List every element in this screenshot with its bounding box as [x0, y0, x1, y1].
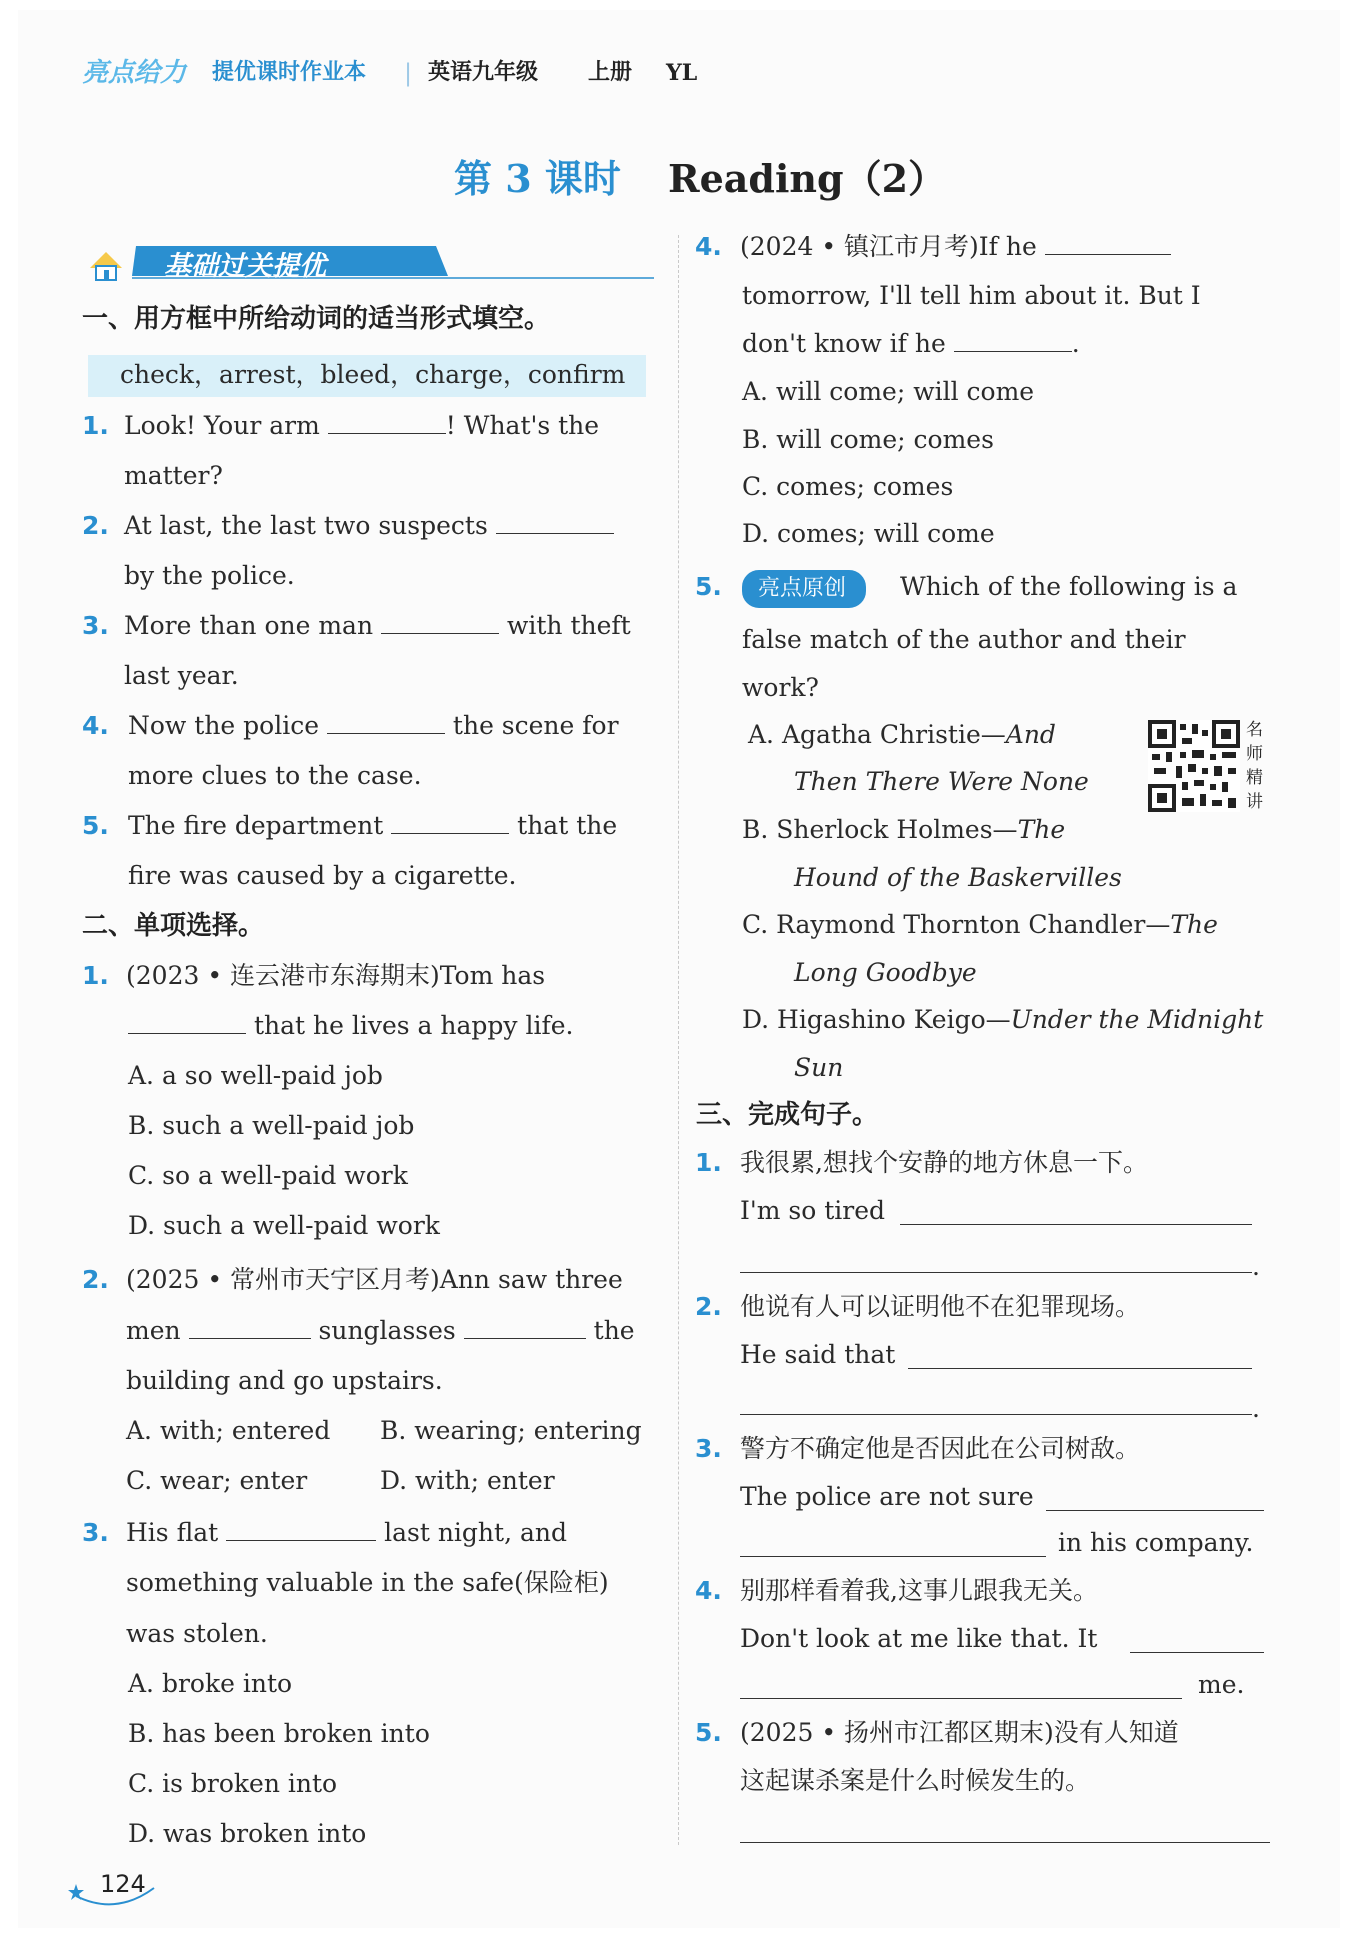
s1-q3-cont: last year. — [124, 661, 239, 690]
s3-q4-chinese: 别那样看着我,这事儿跟我无关。 — [740, 1576, 1098, 1605]
s2-q1-option-a[interactable]: A. a so well-paid job — [128, 1061, 383, 1090]
s1-q2-blank[interactable] — [496, 513, 614, 534]
page-number: 124 — [100, 1870, 146, 1898]
s1-q4-text: Now the police the scene for — [128, 711, 619, 740]
s2-q5-number: 5. — [695, 572, 722, 601]
s2-q1-option-b[interactable]: B. such a well-paid job — [128, 1111, 415, 1140]
s2-q5-option-b-cont: Hound of the Baskervilles — [794, 863, 1122, 892]
s1-q4-number: 4. — [82, 711, 109, 740]
s3-q2-chinese: 他说有人可以证明他不在犯罪现场。 — [740, 1292, 1141, 1321]
column-divider — [678, 235, 679, 1845]
s2-q5-text: Which of the following is a — [900, 572, 1238, 601]
s2-q4-blank-2[interactable] — [954, 331, 1072, 352]
s1-q2-cont: by the police. — [124, 561, 295, 590]
s3-q4-english: Don't look at me like that. It — [740, 1624, 1098, 1653]
original-badge: 亮点原创 — [742, 570, 866, 608]
s2-q5-option-c-cont: Long Goodbye — [794, 958, 977, 987]
section-banner — [86, 240, 654, 282]
s2-q2-cont2: building and go upstairs. — [126, 1366, 443, 1395]
qr-label: 名师精讲 — [1246, 720, 1263, 812]
s2-q5-option-a-cont: Then There Were None — [794, 767, 1089, 796]
s3-q4-number: 4. — [695, 1576, 722, 1605]
s1-q4-blank[interactable] — [327, 713, 445, 734]
s2-q4-cont2: don't know if he . — [742, 329, 1080, 358]
s1-q3-number: 3. — [82, 611, 109, 640]
s1-q1-text: Look! Your arm ! What's the — [124, 411, 600, 440]
s1-q2-text: At last, the last two suspects — [124, 511, 614, 541]
s1-q5-blank[interactable] — [391, 813, 509, 834]
s2-q4-number: 4. — [695, 232, 722, 261]
s1-q1-cont: matter? — [124, 461, 223, 490]
s2-q1-option-d[interactable]: D. such a well-paid work — [128, 1211, 440, 1240]
section2-heading: 二、单项选择。 — [82, 911, 265, 941]
s2-q5-option-d[interactable]: D. Higashino Keigo—Under the Midnight — [742, 1005, 1264, 1034]
s2-q5-cont: false match of the author and their — [742, 625, 1186, 654]
header-separator: | — [404, 59, 413, 87]
s1-q5-number: 5. — [82, 811, 109, 840]
s3-q1-line-2[interactable] — [740, 1272, 1252, 1273]
s3-q4-tail: me. — [1198, 1670, 1245, 1699]
section3-heading: 三、完成句子。 — [696, 1100, 879, 1130]
s3-q1-number: 1. — [695, 1148, 722, 1177]
s3-q1-english: I'm so tired — [740, 1196, 886, 1225]
s3-q3-english: The police are not sure — [740, 1482, 1034, 1511]
s3-q1-line-1[interactable] — [900, 1224, 1252, 1225]
s3-q2-period: . — [1252, 1394, 1260, 1423]
s3-q1-period: . — [1252, 1252, 1260, 1281]
s2-q3-text: His flat last night, and — [126, 1518, 567, 1547]
s2-q1-text: (2023 • 连云港市东海期末)Tom has — [126, 961, 546, 990]
s2-q2-number: 2. — [82, 1265, 109, 1294]
s3-q4-line-1[interactable] — [1130, 1652, 1264, 1653]
s2-q5-cont2: work? — [742, 673, 819, 702]
s2-q4-text: (2024 • 镇江市月考)If he — [740, 232, 1171, 262]
s2-q2-option-d[interactable]: D. with; enter — [380, 1466, 555, 1495]
s2-q4-option-a[interactable]: A. will come; will come — [742, 377, 1035, 406]
s2-q2-blank-2[interactable] — [464, 1318, 586, 1339]
s2-q2-option-b[interactable]: B. wearing; entering — [380, 1416, 642, 1445]
s2-q3-cont2: was stolen. — [126, 1619, 268, 1648]
s2-q5-option-c[interactable]: C. Raymond Thornton Chandler—The — [742, 910, 1218, 939]
s2-q5-option-b[interactable]: B. Sherlock Holmes—The — [742, 815, 1066, 844]
s1-q5-text: The fire department that the — [128, 811, 618, 840]
s3-q3-tail: in his company. — [1058, 1528, 1254, 1557]
brand-subtitle: 提优课时作业本 — [212, 60, 367, 85]
lesson-topic: Reading（2） — [668, 156, 947, 201]
s3-q2-english: He said that — [740, 1340, 896, 1369]
section1-heading: 一、用方框中所给动词的适当形式填空。 — [82, 304, 551, 334]
s1-q3-blank[interactable] — [381, 613, 499, 634]
s1-q4-cont: more clues to the case. — [128, 761, 422, 790]
s3-q3-number: 3. — [695, 1434, 722, 1463]
s2-q3-cont: something valuable in the safe(保险柜) — [126, 1568, 609, 1597]
s2-q5-option-d-cont: Sun — [794, 1053, 844, 1082]
s1-q1-number: 1. — [82, 411, 109, 440]
s2-q3-number: 3. — [82, 1518, 109, 1547]
s2-q4-option-b[interactable]: B. will come; comes — [742, 425, 994, 454]
s3-q2-line-2[interactable] — [740, 1414, 1252, 1415]
s3-q3-chinese: 警方不确定他是否因此在公司树敌。 — [740, 1434, 1141, 1463]
s3-q3-line-2[interactable] — [740, 1556, 1046, 1557]
word-box-text: check，arrest，bleed，charge，confirm — [120, 360, 626, 389]
page-number-badge — [66, 1866, 158, 1910]
s2-q5-option-a[interactable]: A. Agatha Christie—And — [748, 720, 1056, 749]
s3-q5-chinese-cont: 这起谋杀案是什么时候发生的。 — [740, 1766, 1091, 1795]
lesson-number: 第 3 课时 — [454, 156, 621, 201]
edition: YL — [666, 60, 698, 86]
s1-q1-blank[interactable] — [328, 413, 446, 434]
s3-q2-line-1[interactable] — [908, 1368, 1252, 1369]
s2-q4-blank-1[interactable] — [1045, 234, 1171, 255]
s2-q3-blank[interactable] — [226, 1520, 376, 1541]
banner-title: 基础过关提优 — [164, 251, 326, 282]
book-volume: 上册 — [588, 60, 633, 85]
s2-q1-cont: that he lives a happy life. — [128, 1011, 573, 1041]
s3-q3-line-1[interactable] — [1046, 1510, 1264, 1511]
s3-q5-line[interactable] — [740, 1842, 1270, 1843]
s2-q2-blank-1[interactable] — [189, 1318, 311, 1339]
s2-q3-option-b[interactable]: B. has been broken into — [128, 1719, 430, 1748]
s3-q2-number: 2. — [695, 1292, 722, 1321]
s2-q1-number: 1. — [82, 961, 109, 990]
s2-q4-option-c[interactable]: C. comes; comes — [742, 472, 954, 501]
s3-q4-line-2[interactable] — [740, 1698, 1182, 1699]
s2-q2-cont: men sunglasses the — [126, 1316, 635, 1345]
book-title: 英语九年级 — [428, 60, 539, 85]
s2-q3-option-a[interactable]: A. broke into — [128, 1669, 293, 1698]
qr-code-icon[interactable] — [1148, 720, 1240, 812]
s2-q3-option-c[interactable]: C. is broken into — [128, 1769, 338, 1798]
brand-logo: 亮点给力 — [82, 58, 187, 88]
s1-q5-cont: fire was caused by a cigarette. — [128, 861, 517, 890]
s2-q1-option-c[interactable]: C. so a well-paid work — [128, 1161, 408, 1190]
s2-q4-option-d[interactable]: D. comes; will come — [742, 519, 995, 548]
s3-q5-number: 5. — [695, 1718, 722, 1747]
s2-q4-cont: tomorrow, I'll tell him about it. But I — [742, 281, 1201, 310]
s1-q3-text: More than one man with theft — [124, 611, 631, 640]
s1-q2-number: 2. — [82, 511, 109, 540]
s2-q2-text: (2025 • 常州市天宁区月考)Ann saw three — [126, 1265, 623, 1294]
s2-q2-option-a[interactable]: A. with; entered — [126, 1416, 331, 1445]
s2-q2-option-c[interactable]: C. wear; enter — [126, 1466, 308, 1495]
s2-q3-option-d[interactable]: D. was broken into — [128, 1819, 367, 1848]
s3-q1-chinese: 我很累,想找个安静的地方休息一下。 — [740, 1148, 1148, 1177]
s2-q1-blank[interactable] — [128, 1013, 246, 1034]
s3-q5-chinese: (2025 • 扬州市江都区期末)没有人知道 — [740, 1718, 1179, 1747]
